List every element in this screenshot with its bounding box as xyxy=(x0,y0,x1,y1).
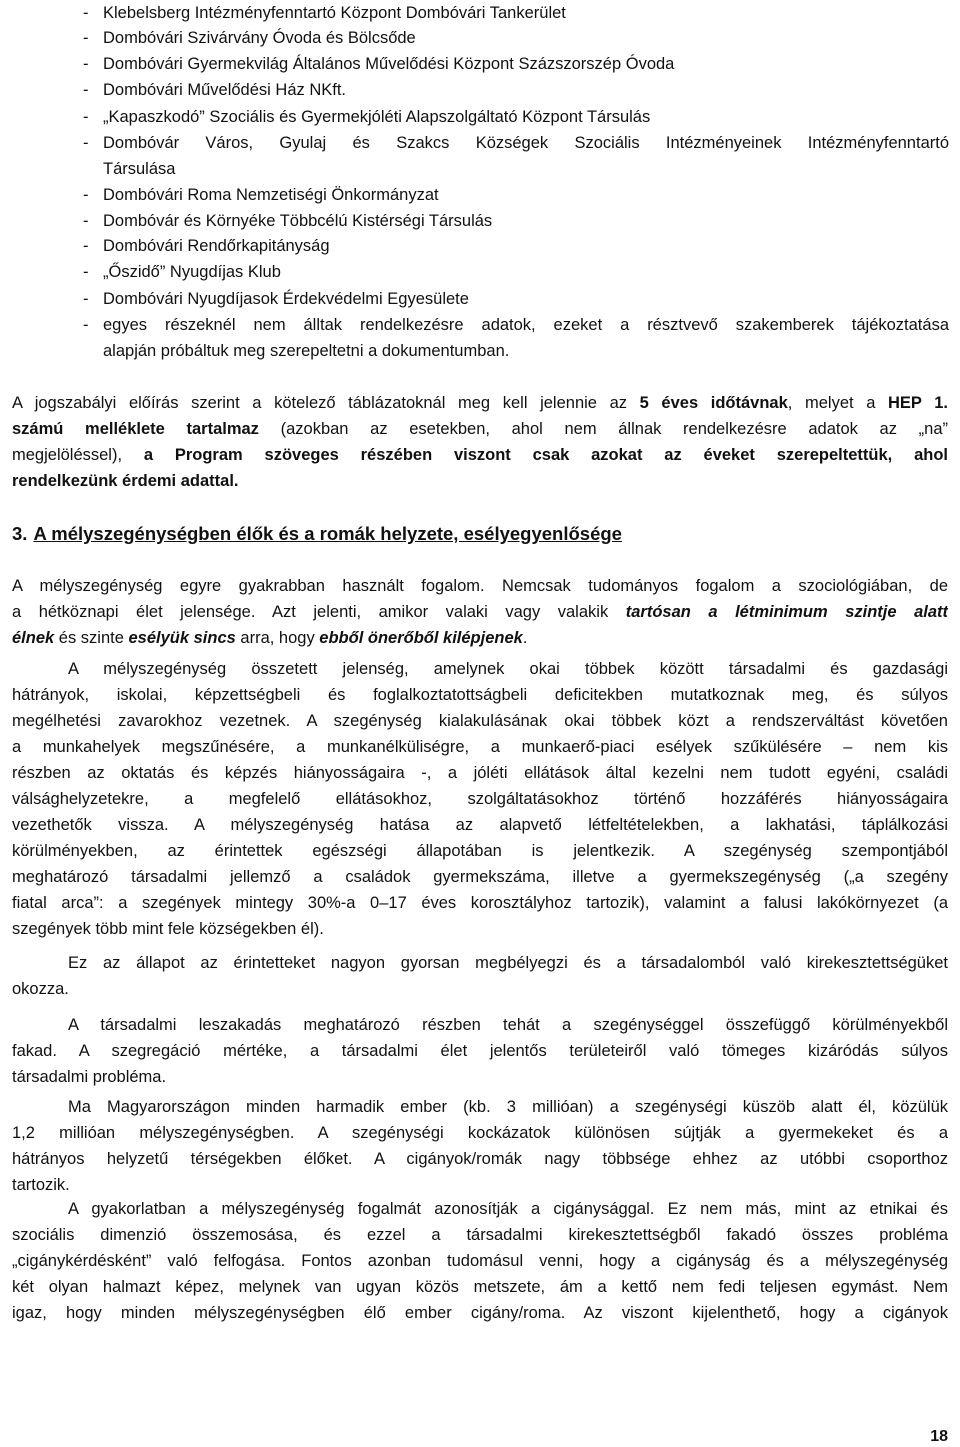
section-title: A mélyszegénységben élők és a romák helyzete, esélyegyenlősége xyxy=(33,523,622,544)
roma-paragraph: A gyakorlatban a mélyszegénység fogalmát azonosítják a cigánysággal. Ez nem más, mint az etnikai és szociális dimenzió összemosása, és ezzel a társadalmi kirekesztettségből fakadó összes probléma „cigánykérdésként” való felfogása. Fontos azonban tudomásul venni, hogy a cigányság és a mélyszegénység két olyan halmazt képez, melynek van ugyan közös metszete, ám a kettő nem fedi teljesen egymást. Nem igaz, hogy minden mélyszegénységben élő ember cigány/roma. Az viszont kijelenthető, hogy a cigányok xyxy=(12,1200,948,1322)
stigma-paragraph: Ez az állapot az érintetteket nagyon gyorsan megbélyegzi és a társadalomból való kirekesztettségüket okozza. xyxy=(12,954,948,998)
section-heading xyxy=(12,520,948,548)
page-number: 18 xyxy=(930,1428,948,1445)
definition-paragraph: A mélyszegénység egyre gyakrabban használt fogalom. Nemcsak tudományos fogalom a szociológiában, de a hétköznapi élet jelensége. Azt jelenti, amikor valaki vagy valakik tartósan a létminimum szintje alatt élnek és szinte esélyük sincs arra, hogy ebből önerőből kilépjenek. xyxy=(12,577,948,647)
section-number: 3. xyxy=(12,523,28,544)
legal-requirement-paragraph: A jogszabályi előírás szerint a kötelező táblázatoknál meg kell jelennie az 5 éves időtávnak, melyet a HEP 1. számú melléklete tartalmaz (azokban az esetekben, ahol nem állnak rendelkezésre adatok az „na” megjelöléssel), a Program szöveges részében viszont csak azokat az éveket szerepeltettük, ahol rendelkezünk érdemi adattal. xyxy=(12,394,948,490)
document-page: - Klebelsberg Intézményfenntartó Központ Dombóvári Tankerület - Dombóvári Szivárvány Óvoda és Bölcsőde - Dombóvári Gyermekvilág Általános Művelődési Központ Százszorszép Óvoda - Dombóvári Művelődési Ház NKft. - „Kapaszkodó” Szociális és Gyermekjóléti Alapszolgáltató Központ Társulás - Dombóvár Város, Gyulaj és Szakcs Községek Szociális Intézményeinek Intézményfenntartó Társulása - Dombóvári Roma Nemzetiségi Önkormányzat - Dombóvár és Környéke Többcélú Kistérségi Társulás - Dombóvári Rendőrkapitányság - „Őszidő” Nyugdíjas Klub - Dombóvári Nyugdíjasok Érdekvédelmi Egyesülete - egyes részeknél nem álltak rendelkezésre adatok, ezeket a résztvevő szakemberek tájékoztatása alapján próbáltuk meg szerepeltetni a dokumentumban. A jogszabályi előírás szerint a kötelező táblázatoknál meg kell jelennie az 5 éves időtávnak, melyet a HEP 1. számú melléklete tartalmaz (azokban az esetekben, ahol nem állnak rendelkezésre adatok az „na” megjelöléssel), a Program szöveges részében viszont csak azokat az éveket szerepeltettük, ahol rendelkezünk érdemi adattal. 3. A mélyszegénységben élők és a romák helyzete, esélyegyenlősége A mélyszegénység egyre gyakrabban használt fogalom. Nemcsak tudományos fogalom a szociológiában, de a hétköznapi élet jelensége. Azt jelenti, amikor valaki vagy valakik tartósan a létminimum szintje alatt élnek és szinte esélyük sincs arra, hogy ebből önerőből kilépjenek. A mélyszegénység összetett jelenség, amelynek okai többek között társadalmi és gazdasági hátrányok, iskolai, képzettségbeli és foglalkoztatottságbeli deficitekben mutatkoznak meg, és súlyos megélhetési zavarokhoz vezetnek. A szegénység kialakulásának okai többek közt a rendszerváltást követően a munkahelyek megszűnésére, a munkanélküliségre, a munkaerő-piaci esélyek szűkülésére – nem kis részben az oktatás és képzés hiányosságaira -, a jóléti ellátások által kezelni nem tudott egyéni, családi válsághelyzetekre, a megfelelő ellátásokhoz, szolgáltatásokhoz történő hozzáférés hiányosságaira vezethetők vissza. A mélyszegénység hatása az alapvető létfeltételekben, a lakhatási, táplálkozási körülményekben, az érintettek egészségi állapotában is jelentkezik. A szegénység szempontjából meghatározó társadalmi jellemző a családok gyermekszáma, illetve a gyermekszegénység („a szegény fiatal arca”: a szegények mintegy 30%-a 0–17 éves korosztályhoz tartozik), valamint a falusi lakókörnyezet (a szegények több mint fele községekben él). Ez az állapot az érintetteket nagyon gyorsan megbélyegzi és a társadalomból való kirekesztettségüket okozza. A társadalmi leszakadás meghatározó részben tehát a szegénységgel összefüggő körülményekből fakad. A szegregáció mértéke, a társadalmi élet jelentős területeiről való tömeges kizáródás súlyos társadalmi probléma. Ma Magyarországon minden harmadik ember (kb. 3 millióan) a szegénységi küszöb alatt él, közülük 1,2 millióan mélyszegénységben. A szegénységi kockázatok különösen sújtják a gyermekeket és a hátrányos helyzetű térségekben élőket. A cigányok/romák nagy többsége ehhez az utóbbi csoporthoz tartozik. A gyakorlatban a mélyszegénység fogalmát azonosítják a cigánysággal. Ez nem más, mint az etnikai és szociális dimenzió összemosása, és ezzel a társadalmi kirekesztettségből fakadó összes probléma „cigánykérdésként” való felfogása. Fontos azonban tudomásul venni, hogy a cigányság és a mélyszegénység két olyan halmazt képez, melynek van ugyan közös metszete, ám a kettő nem fedi teljesen egymást. Nem igaz, hogy minden mélyszegénységben élő ember cigány/roma. Az viszont kijelenthető, hogy a cigányok 18 xyxy=(12,4,949,1445)
statistics-paragraph: Ma Magyarországon minden harmadik ember (kb. 3 millióan) a szegénységi küszöb alatt él, közülük 1,2 millióan mélyszegénységben. A szegénységi kockázatok különösen sújtják a gyermekeket és a hátrányos helyzetű térségekben élőket. A cigányok/romák nagy többsége ehhez az utóbbi csoporthoz tartozik. xyxy=(12,1098,948,1194)
causes-paragraph: A mélyszegénység összetett jelenség, amelynek okai többek között társadalmi és gazdasági hátrányok, iskolai, képzettségbeli és foglalkoztatottságbeli deficitekben mutatkoznak meg, és súlyos megélhetési zavarokhoz vezetnek. A szegénység kialakulásának okai többek közt a rendszerváltást követően a munkahelyek megszűnésére, a munkanélküliségre, a munkaerő-piaci esélyek szűkülésére – nem kis részben az oktatás és képzés hiányosságaira -, a jóléti ellátások által kezelni nem tudott egyéni, családi válsághelyzetekre, a megfelelő ellátásokhoz, szolgáltatásokhoz történő hozzáférés hiányosságaira vezethetők vissza. A mélyszegénység hatása az alapvető létfeltételekben, a lakhatási, táplálkozási körülményekben, az érintettek egészségi állapotában is jelentkezik. A szegénység szempontjából meghatározó társadalmi jellemző a családok gyermekszáma, illetve a gyermekszegénység („a szegény fiatal arca”: a szegények mintegy 30%-a 0–17 éves korosztályhoz tartozik), valamint a falusi lakókörnyezet (a szegények több mint fele községekben él). xyxy=(12,660,948,938)
segregation-paragraph: A társadalmi leszakadás meghatározó részben tehát a szegénységgel összefüggő körülményekből fakad. A szegregáció mértéke, a társadalmi élet jelentős területeiről való tömeges kizáródás súlyos társadalmi probléma. xyxy=(12,1016,948,1086)
